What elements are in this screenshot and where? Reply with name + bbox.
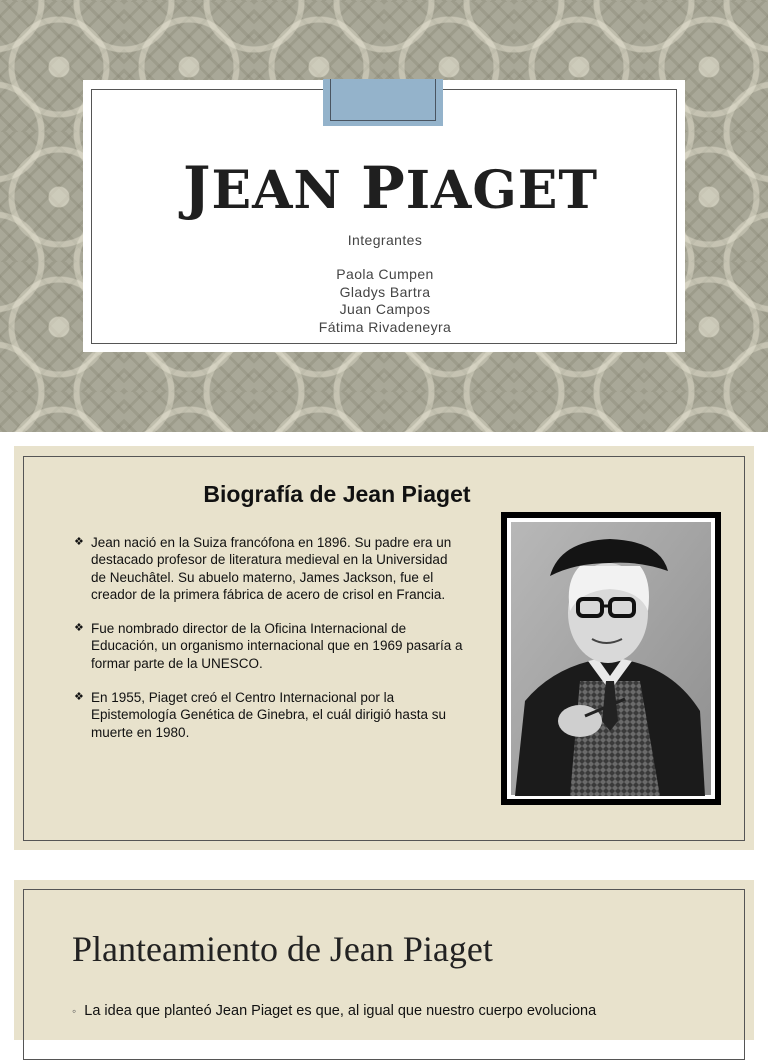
member-name: Juan Campos	[339, 301, 431, 318]
portrait-image	[510, 521, 712, 796]
theory-title: Planteamiento de Jean Piaget	[72, 929, 493, 969]
biography-bullets	[74, 534, 464, 758]
diamond-bullet-icon: ❖	[74, 691, 84, 704]
presentation-title: JEAN PIAGET	[183, 154, 599, 222]
member-name: Fátima Rivadeneyra	[318, 318, 452, 335]
diamond-bullet-icon: ❖	[74, 622, 84, 635]
members-block	[233, 232, 537, 336]
diamond-bullet-icon: ❖	[74, 536, 84, 548]
biography-title: Biografía de Jean Piaget	[203, 481, 471, 507]
title-slide	[0, 0, 768, 432]
list-item: ❖ Jean nació en la Suiza francófona en 1896. Su padre era un destacado profesor de literatura medieval en la Universidad de Neuchâtel. Su abuelo materno, James Jackson, fue el creador de la primera fábrica de acero de crisol en Francia.	[74, 535, 452, 602]
members-label: Integrantes	[347, 232, 423, 248]
slide-border	[23, 889, 745, 1060]
list-item: ◦ La idea que planteó Jean Piaget es que, al igual que nuestro cuerpo evoluciona	[72, 1003, 597, 1019]
list-item: ❖ En 1955, Piaget creó el Centro Internacional por la Epistemología Genética de Ginebra, el cuál dirigió hasta su muerte en 1980.	[74, 690, 446, 740]
list-item: ❖ Fue nombrado director de la Oficina Internacional de Educación, un organismo internacional que en 1969 pasaría a formar parte de la UNESCO.	[74, 621, 463, 671]
member-name: Gladys Bartra	[339, 283, 431, 300]
title-card	[83, 80, 685, 352]
member-name: Paola Cumpen	[336, 266, 434, 283]
theory-slide	[14, 880, 754, 1040]
portrait-photo	[501, 512, 721, 805]
circle-bullet-icon: ◦	[72, 1004, 77, 1018]
title-tab-accent	[323, 79, 443, 126]
biography-slide	[14, 446, 754, 850]
